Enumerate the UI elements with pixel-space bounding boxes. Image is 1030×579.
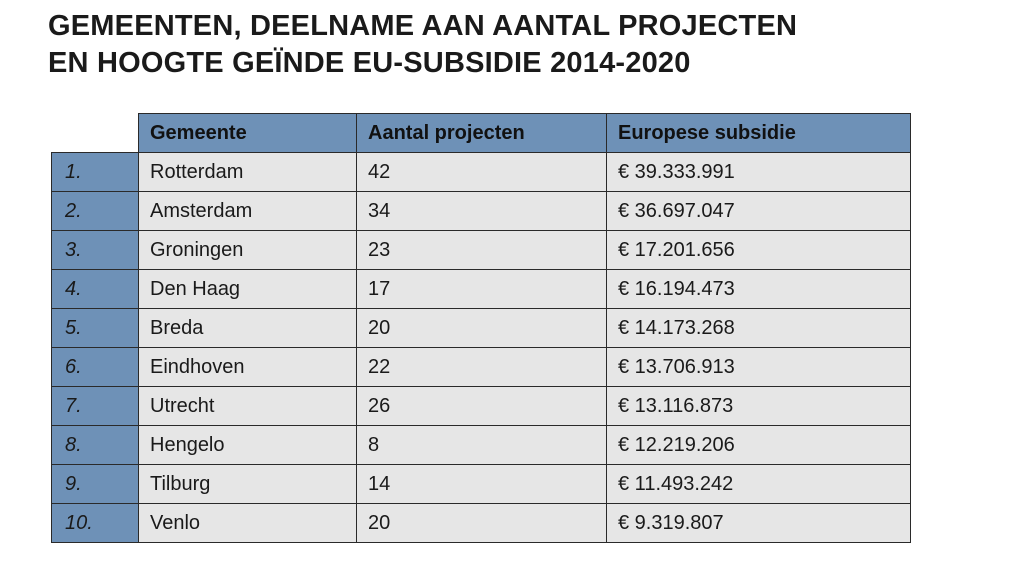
table-row <box>52 426 911 465</box>
aantal-cell: 42 <box>357 153 607 192</box>
rank-cell: 10. <box>52 504 139 543</box>
subsidie-cell: € 11.493.242 <box>607 465 911 504</box>
gemeente-cell: Den Haag <box>139 270 357 309</box>
subsidie-cell: € 13.116.873 <box>607 387 911 426</box>
aantal-cell: 8 <box>357 426 607 465</box>
aantal-cell: 22 <box>357 348 607 387</box>
header-europese-subsidie: Europese subsidie <box>607 114 911 153</box>
subsidie-cell: € 16.194.473 <box>607 270 911 309</box>
table-row <box>52 465 911 504</box>
rank-cell: 2. <box>52 192 139 231</box>
header-aantal-projecten: Aantal projecten <box>357 114 607 153</box>
table-body <box>52 153 911 543</box>
aantal-cell: 14 <box>357 465 607 504</box>
gemeente-cell: Amsterdam <box>139 192 357 231</box>
gemeente-cell: Hengelo <box>139 426 357 465</box>
title-line-1: GEMEENTEN, DEELNAME AAN AANTAL PROJECTEN <box>48 10 798 42</box>
table-header-row <box>52 114 911 153</box>
gemeente-cell: Tilburg <box>139 465 357 504</box>
table-row <box>52 387 911 426</box>
table-row <box>52 231 911 270</box>
table-row <box>52 270 911 309</box>
rank-cell: 9. <box>52 465 139 504</box>
table-row <box>52 192 911 231</box>
gemeente-cell: Eindhoven <box>139 348 357 387</box>
aantal-cell: 17 <box>357 270 607 309</box>
gemeente-cell: Rotterdam <box>139 153 357 192</box>
header-gemeente: Gemeente <box>139 114 357 153</box>
gemeente-cell: Venlo <box>139 504 357 543</box>
rank-cell: 8. <box>52 426 139 465</box>
aantal-cell: 20 <box>357 309 607 348</box>
gemeente-cell: Breda <box>139 309 357 348</box>
rank-cell: 5. <box>52 309 139 348</box>
subsidie-cell: € 17.201.656 <box>607 231 911 270</box>
header-rank <box>52 114 139 153</box>
title-line-2: EN HOOGTE GEÏNDE EU-SUBSIDIE 2014-2020 <box>48 47 691 79</box>
subsidie-cell: € 39.333.991 <box>607 153 911 192</box>
gemeente-cell: Utrecht <box>139 387 357 426</box>
page-title <box>48 8 797 82</box>
gemeente-cell: Groningen <box>139 231 357 270</box>
aantal-cell: 26 <box>357 387 607 426</box>
rank-cell: 7. <box>52 387 139 426</box>
rank-cell: 1. <box>52 153 139 192</box>
subsidie-cell: € 9.319.807 <box>607 504 911 543</box>
aantal-cell: 34 <box>357 192 607 231</box>
table-row <box>52 153 911 192</box>
subsidie-cell: € 14.173.268 <box>607 309 911 348</box>
table-row <box>52 309 911 348</box>
subsidie-cell: € 36.697.047 <box>607 192 911 231</box>
aantal-cell: 20 <box>357 504 607 543</box>
subsidie-cell: € 13.706.913 <box>607 348 911 387</box>
rank-cell: 3. <box>52 231 139 270</box>
subsidie-cell: € 12.219.206 <box>607 426 911 465</box>
table-row <box>52 348 911 387</box>
table-row <box>52 504 911 543</box>
rank-cell: 4. <box>52 270 139 309</box>
aantal-cell: 23 <box>357 231 607 270</box>
rank-cell: 6. <box>52 348 139 387</box>
subsidy-table <box>51 113 911 543</box>
